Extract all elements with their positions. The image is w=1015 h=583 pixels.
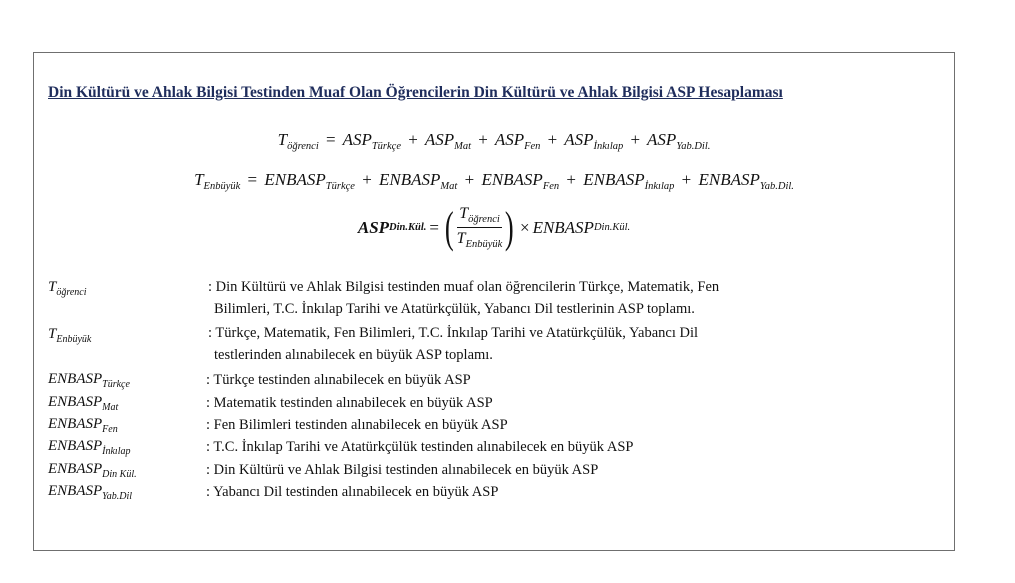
fraction: [455, 205, 505, 250]
equation-asp-din-kul: [34, 202, 954, 252]
definition-term: $ENBASP_{Fen}$: [48, 416, 118, 435]
definition-text: : Türkçe testinden alınabilecek en büyük ASP: [206, 372, 471, 388]
definition-text: : Türkçe, Matematik, Fen Bilimleri, T.C. İnkılap Tarihi ve Atatürkçülük, Yabancı Dil testlerinden alınabilecek en büyük ASP toplamı.: [208, 325, 699, 363]
fraction-denominator: $T_{Enbüyük}$: [456, 230, 503, 250]
equation-t-ogrenci: $T_{öğrenci} = ASP_{Türkçe} + ASP_{Mat} + ASP_{Fen} + ASP_{İnkılap} + ASP_{Yab.Dil.}$: [277, 130, 711, 152]
document-title: Din Kültürü ve Ahlak Bilgisi Testinden Muaf Olan Öğrencilerin Din Kültürü ve Ahlak Bilgisi ASP Hesaplaması: [48, 84, 783, 101]
definition-text: : Fen Bilimleri testinden alınabilecek en büyük ASP: [206, 417, 508, 433]
equation-t-enbuyuk: $T_{Enbüyük}$ = $ENBASP_{Türkçe}$ + $ENBASP_{Mat}$ + $ENBASP_{Fen}$ + $ENBASP_{İnkılap}$ + $ENBASP_{Yab.Dil.}$: [194, 170, 794, 192]
definition-text: : Din Kültürü ve Ahlak Bilgisi testinden muaf olan öğrencilerin Türkçe, Matematik, Fen Bilimleri, T.C. İnkılap Tarihi ve Atatürkçülük, Yabancı Dil testlerinin ASP toplamı.: [208, 279, 720, 317]
definition-term: $T_{Enbüyük}$: [48, 326, 92, 345]
definition-term: $ENBASP_{İnkılap}$: [48, 438, 131, 457]
definition-text: : Din Kültürü ve Ahlak Bilgisi testinden alınabilecek en büyük ASP: [206, 462, 599, 478]
definition-term: $ENBASP_{Din Kül.}$: [48, 461, 137, 480]
definition-term: $ENBASP_{Türkçe}$: [48, 371, 130, 390]
definition-term: $ENBASP_{Mat}$: [48, 394, 119, 413]
document-frame: [33, 52, 955, 551]
definition-term: $ENBASP_{Yab.Dil}$: [48, 483, 133, 502]
definition-text: : T.C. İnkılap Tarihi ve Atatürkçülük testinden alınabilecek en büyük ASP: [206, 439, 634, 455]
equation-asp-din-kul-body: ASP Din.Kül. = ( $\frac{T_{öğrenci}}{T_{Enbüyük}}$ ) × ENBASP Din.Kül.: [357, 202, 631, 252]
fraction-numerator: $T_{öğrenci}$: [457, 205, 502, 228]
definition-term: $T_{öğrenci}$: [48, 279, 87, 298]
definition-text: : Matematik testinden alınabilecek en büyük ASP: [206, 395, 493, 411]
definition-text: : Yabancı Dil testinden alınabilecek en büyük ASP: [206, 484, 499, 500]
